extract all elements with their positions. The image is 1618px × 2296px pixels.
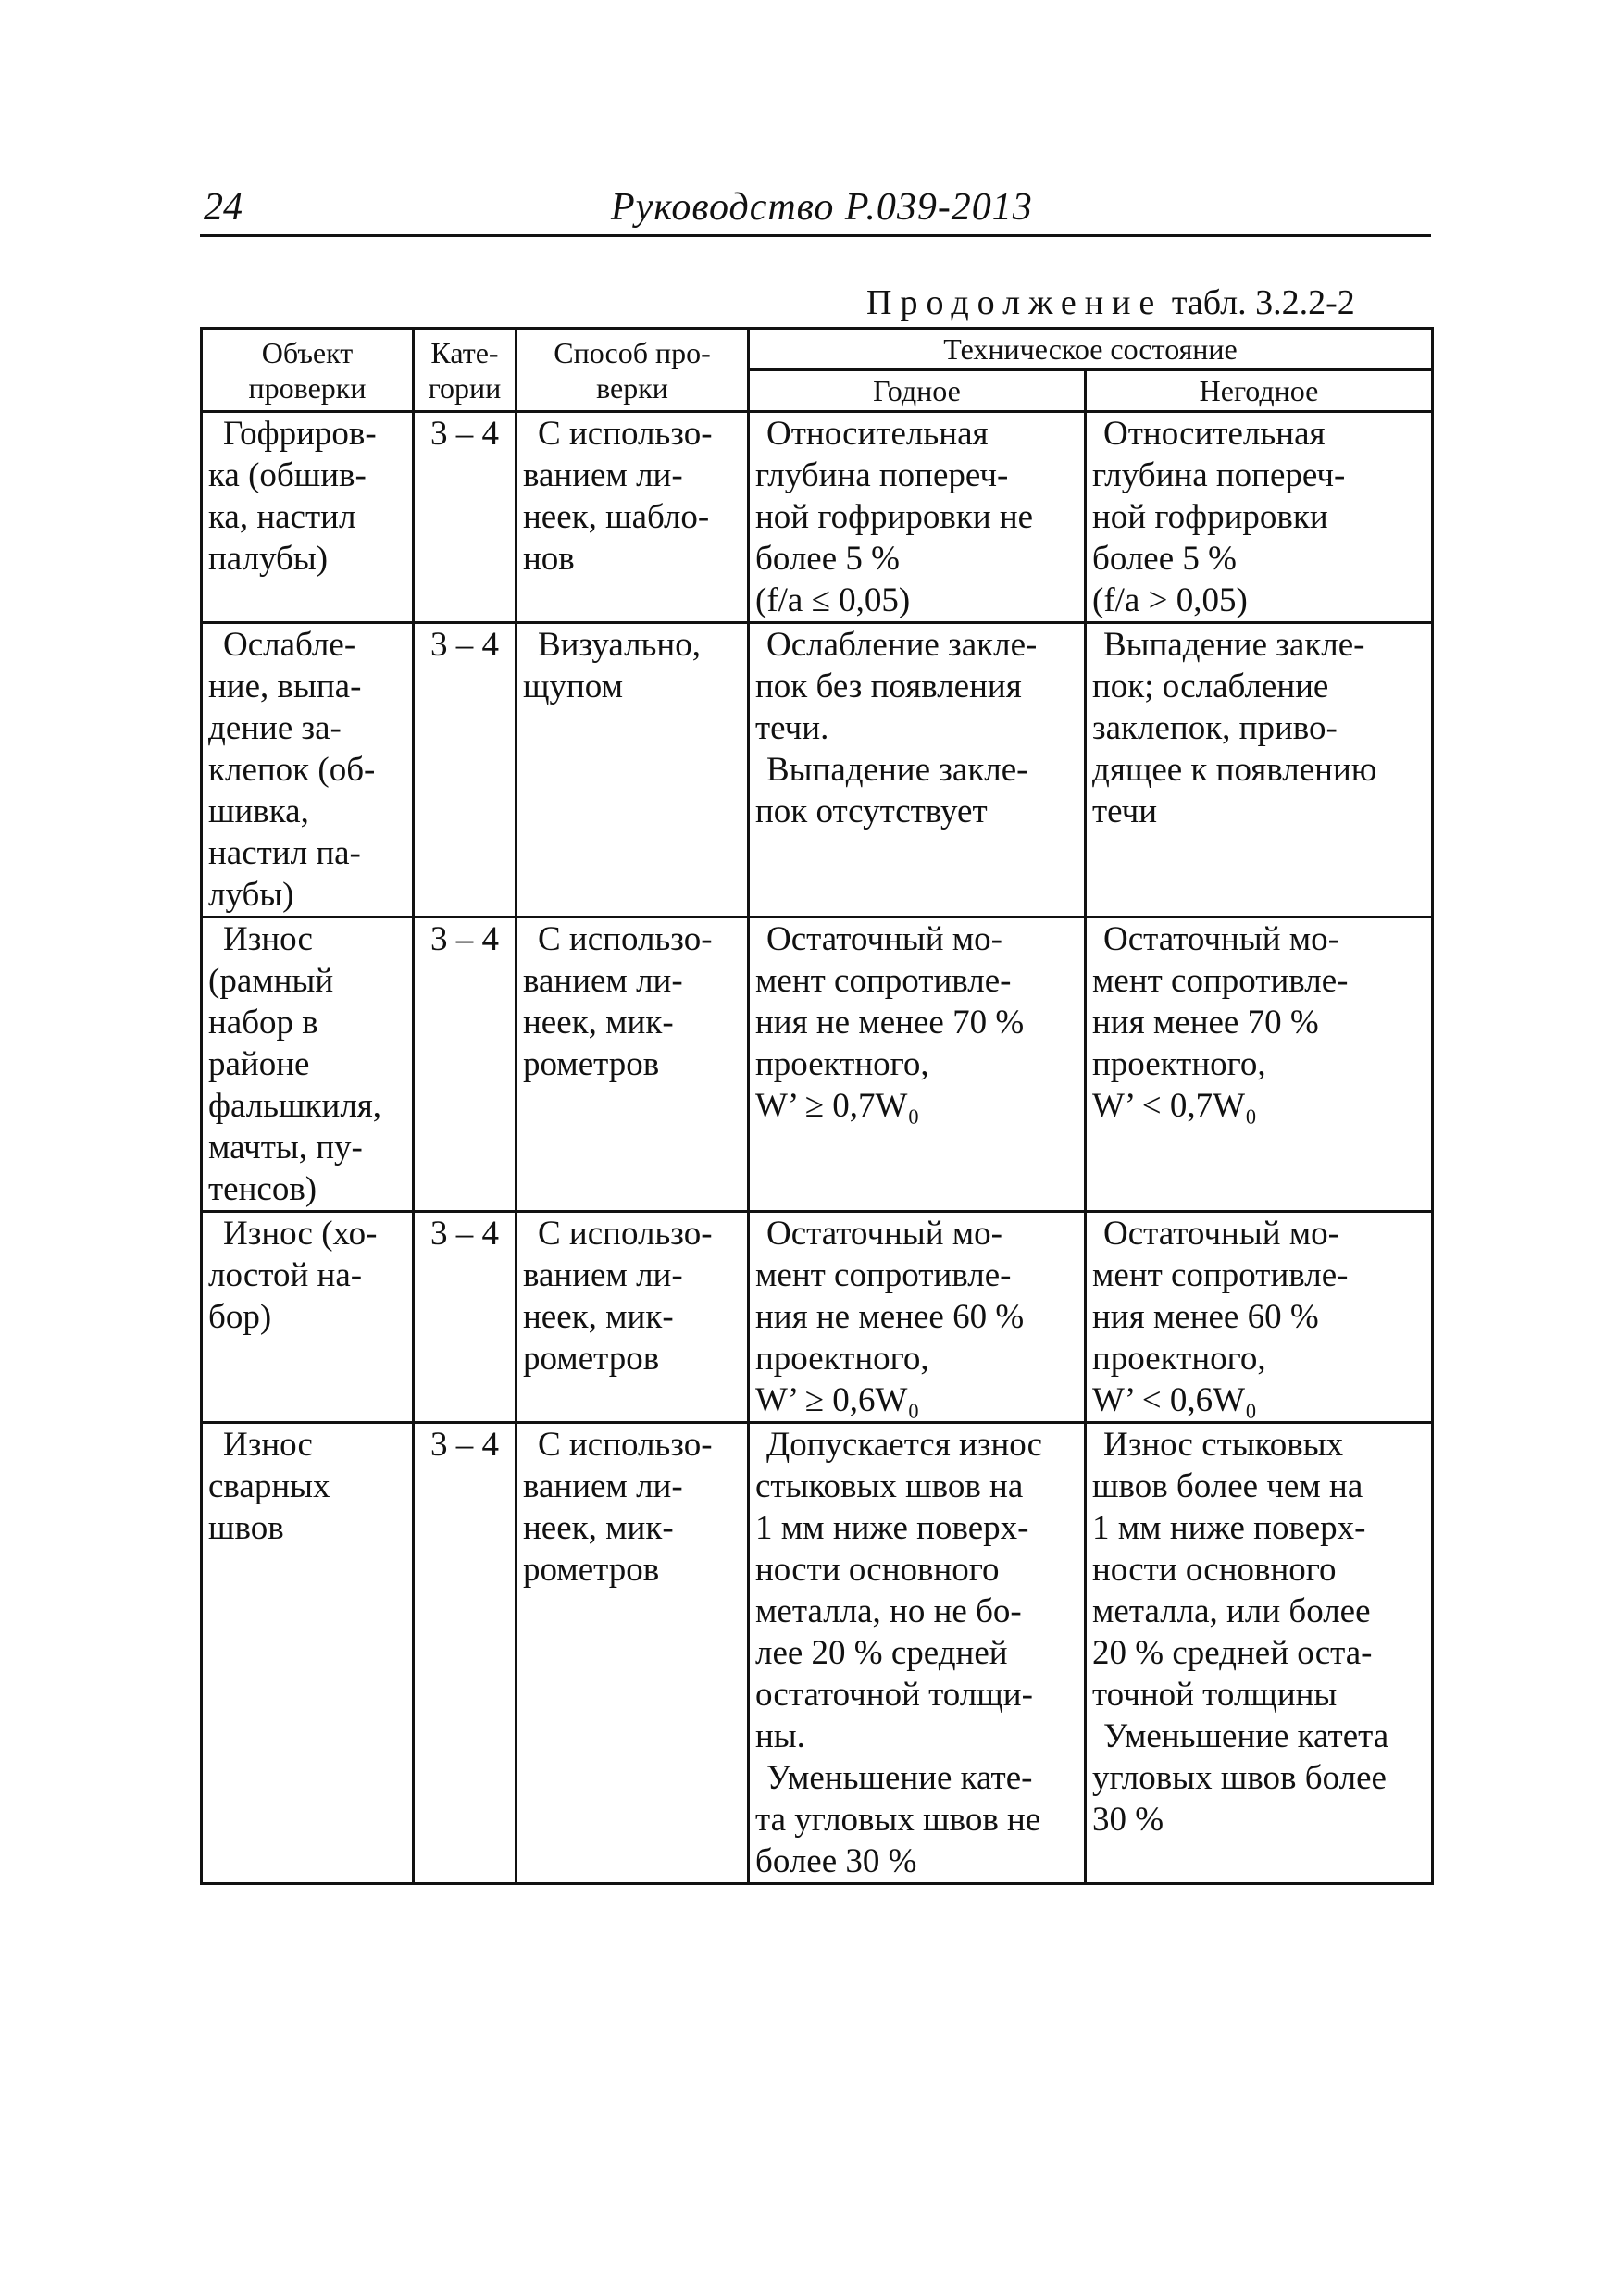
cell-line: Относительная: [1103, 415, 1326, 453]
cell-line: Ослабление закле-: [766, 626, 1038, 664]
paragraph: [755, 918, 1078, 1127]
cell-line: швов: [208, 1509, 284, 1547]
cell-line: Остаточный мо-: [766, 920, 1003, 958]
cell-line: ной гофрировки не: [755, 498, 1034, 536]
cell-object: [202, 623, 414, 917]
cell-line: неек, шабло-: [523, 498, 710, 536]
cell-line: Износ стыковых: [1103, 1426, 1344, 1464]
cell-category: 3 – 4: [414, 1423, 517, 1884]
cell-line: W’ < 0,7W₀: [1092, 1087, 1257, 1125]
table-caption: [866, 282, 1355, 323]
table-row: [202, 412, 1433, 623]
cell-bad: [1086, 1212, 1433, 1423]
cell-line: ния менее 70 %: [1092, 1004, 1319, 1042]
cell-line: W’ < 0,6W₀: [1092, 1381, 1257, 1419]
cell-line: рометров: [523, 1551, 660, 1589]
cell-line: палубы): [208, 540, 329, 578]
cell-category: 3 – 4: [414, 917, 517, 1212]
cell-line: 1 мм ниже поверх-: [1092, 1509, 1366, 1547]
cell-line: 30 %: [1092, 1801, 1164, 1839]
cell-line: пок; ослабление: [1092, 668, 1329, 705]
caption-word: Продолжение: [866, 283, 1164, 322]
header-category: Кате-гории: [414, 329, 517, 412]
paragraph: [1092, 1213, 1425, 1421]
paragraph: [755, 1213, 1078, 1421]
cell-line: Относительная: [766, 415, 989, 453]
table-row: [202, 623, 1433, 917]
cell-line: ние, выпа-: [208, 668, 362, 705]
cell-line: лостой на-: [208, 1256, 363, 1294]
table-row: [202, 917, 1433, 1212]
cell-line: ка, настил: [208, 498, 356, 536]
paragraph: [1092, 1424, 1425, 1716]
header-good: Годное: [749, 370, 1086, 412]
header-bad: Негодное: [1086, 370, 1433, 412]
cell-line: С использо-: [538, 415, 713, 453]
cell-method: [517, 1212, 749, 1423]
cell-line: 20 % средней оста-: [1092, 1634, 1373, 1672]
cell-object: [202, 1423, 414, 1884]
cell-line: районе: [208, 1045, 310, 1083]
cell-line: Допускается износ: [766, 1426, 1043, 1464]
cell-line: С использо-: [538, 1215, 713, 1253]
cell-line: Ослабле-: [223, 626, 356, 664]
cell-bad: [1086, 917, 1433, 1212]
cell-line: Уменьшение кате-: [766, 1759, 1033, 1797]
cell-line: (f/a > 0,05): [1092, 581, 1248, 619]
cell-line: заклепок, приво-: [1092, 709, 1338, 747]
table-row: [202, 1423, 1433, 1884]
cell-line: угловых швов более: [1092, 1759, 1387, 1797]
cell-line: Остаточный мо-: [1103, 920, 1340, 958]
cell-line: Выпадение закле-: [1103, 626, 1365, 664]
header-object: Объект проверки: [202, 329, 414, 412]
table-row: [202, 1212, 1433, 1423]
cell-line: шивка,: [208, 792, 309, 830]
cell-line: лубы): [208, 876, 294, 914]
paragraph: [1092, 624, 1425, 832]
paragraph: [755, 413, 1078, 621]
cell-object: [202, 1212, 414, 1423]
cell-line: ванием ли-: [523, 962, 683, 1000]
cell-line: Износ: [223, 1426, 313, 1464]
cell-bad: [1086, 1423, 1433, 1884]
table-body: [202, 412, 1433, 1884]
cell-line: ка (обшив-: [208, 456, 367, 494]
cell-good: [749, 623, 1086, 917]
cell-line: Уменьшение катета: [1103, 1717, 1389, 1755]
cell-good: [749, 1212, 1086, 1423]
cell-line: швов более чем на: [1092, 1467, 1363, 1505]
paragraph: [1092, 918, 1425, 1127]
cell-line: щупом: [523, 668, 624, 705]
cell-line: С использо-: [538, 920, 713, 958]
cell-line: Износ (хо-: [223, 1215, 378, 1253]
cell-line: течи: [1092, 792, 1158, 830]
cell-line: фальшкиля,: [208, 1087, 382, 1125]
cell-line: проектного,: [1092, 1045, 1266, 1083]
cell-line: мачты, пу-: [208, 1129, 363, 1167]
inspection-table: [200, 327, 1434, 1885]
cell-line: более 5 %: [755, 540, 900, 578]
cell-line: неек, мик-: [523, 1509, 674, 1547]
cell-category: 3 – 4: [414, 623, 517, 917]
cell-object: [202, 412, 414, 623]
paragraph: [1092, 1716, 1425, 1841]
cell-line: ния не менее 70 %: [755, 1004, 1025, 1042]
cell-line: ванием ли-: [523, 1256, 683, 1294]
cell-method: [517, 623, 749, 917]
cell-line: (рамный: [208, 962, 334, 1000]
paragraph: [755, 1424, 1078, 1757]
paragraph: [755, 1757, 1078, 1882]
header-technical-state: Техническое состояние: [749, 329, 1433, 370]
cell-line: набор в: [208, 1004, 318, 1042]
cell-line: Износ: [223, 920, 313, 958]
cell-line: ны.: [755, 1717, 805, 1755]
cell-line: пок без появления: [755, 668, 1022, 705]
cell-line: проектного,: [755, 1340, 929, 1378]
cell-line: W’ ≥ 0,6W₀: [755, 1381, 920, 1419]
cell-line: ванием ли-: [523, 456, 683, 494]
cell-line: сварных: [208, 1467, 330, 1505]
cell-line: проектного,: [1092, 1340, 1266, 1378]
header-method: Способ про-верки: [517, 329, 749, 412]
header-rule: [200, 234, 1431, 237]
cell-line: Остаточный мо-: [766, 1215, 1003, 1253]
paragraph: [755, 624, 1078, 749]
cell-line: глубина попереч-: [755, 456, 1009, 494]
cell-line: 1 мм ниже поверх-: [755, 1509, 1029, 1547]
cell-category: 3 – 4: [414, 1212, 517, 1423]
cell-line: металла, или более: [1092, 1592, 1371, 1630]
cell-line: глубина попереч-: [1092, 456, 1346, 494]
cell-line: течи.: [755, 709, 829, 747]
cell-good: [749, 1423, 1086, 1884]
cell-line: остаточной толщи-: [755, 1676, 1033, 1714]
cell-line: лее 20 % средней: [755, 1634, 1008, 1672]
cell-line: тенсов): [208, 1170, 317, 1208]
cell-line: ности основного: [755, 1551, 1000, 1589]
cell-line: Остаточный мо-: [1103, 1215, 1340, 1253]
cell-good: [749, 412, 1086, 623]
cell-line: ной гофрировки: [1092, 498, 1328, 536]
cell-line: неек, мик-: [523, 1298, 674, 1336]
cell-line: неек, мик-: [523, 1004, 674, 1042]
cell-line: Гофриров-: [223, 415, 377, 453]
cell-line: (f/a ≤ 0,05): [755, 581, 911, 619]
paragraph: [755, 749, 1078, 832]
cell-line: дящее к появлению: [1092, 751, 1377, 789]
paragraph: [1092, 413, 1425, 621]
cell-line: металла, но не бо-: [755, 1592, 1022, 1630]
cell-line: дение за-: [208, 709, 342, 747]
cell-good: [749, 917, 1086, 1212]
running-title: Руководство Р.039-2013: [611, 186, 1033, 229]
cell-line: настил па-: [208, 834, 361, 872]
cell-line: Выпадение закле-: [766, 751, 1028, 789]
cell-bad: [1086, 412, 1433, 623]
cell-method: [517, 917, 749, 1212]
cell-line: мент сопротивле-: [1092, 1256, 1349, 1294]
cell-line: бор): [208, 1298, 272, 1336]
cell-line: мент сопротивле-: [755, 1256, 1012, 1294]
cell-line: рометров: [523, 1340, 660, 1378]
cell-line: ванием ли-: [523, 1467, 683, 1505]
cell-line: ности основного: [1092, 1551, 1337, 1589]
cell-object: [202, 917, 414, 1212]
cell-method: [517, 412, 749, 623]
cell-line: Визуально,: [538, 626, 701, 664]
cell-line: стыковых швов на: [755, 1467, 1024, 1505]
cell-line: мент сопротивле-: [755, 962, 1012, 1000]
cell-line: нов: [523, 540, 575, 578]
cell-line: W’ ≥ 0,7W₀: [755, 1087, 920, 1125]
cell-line: более 5 %: [1092, 540, 1237, 578]
page-number: 24: [204, 186, 243, 229]
cell-line: клепок (об-: [208, 751, 376, 789]
cell-line: мент сопротивле-: [1092, 962, 1349, 1000]
cell-line: пок отсутствует: [755, 792, 988, 830]
cell-line: ния менее 60 %: [1092, 1298, 1319, 1336]
caption-table-number: табл. 3.2.2-2: [1163, 283, 1355, 322]
cell-line: более 30 %: [755, 1842, 917, 1880]
cell-method: [517, 1423, 749, 1884]
cell-line: та угловых швов не: [755, 1801, 1041, 1839]
cell-line: ния не менее 60 %: [755, 1298, 1025, 1336]
cell-line: С использо-: [538, 1426, 713, 1464]
cell-line: проектного,: [755, 1045, 929, 1083]
cell-line: точной толщины: [1092, 1676, 1338, 1714]
cell-bad: [1086, 623, 1433, 917]
cell-category: 3 – 4: [414, 412, 517, 623]
cell-line: рометров: [523, 1045, 660, 1083]
